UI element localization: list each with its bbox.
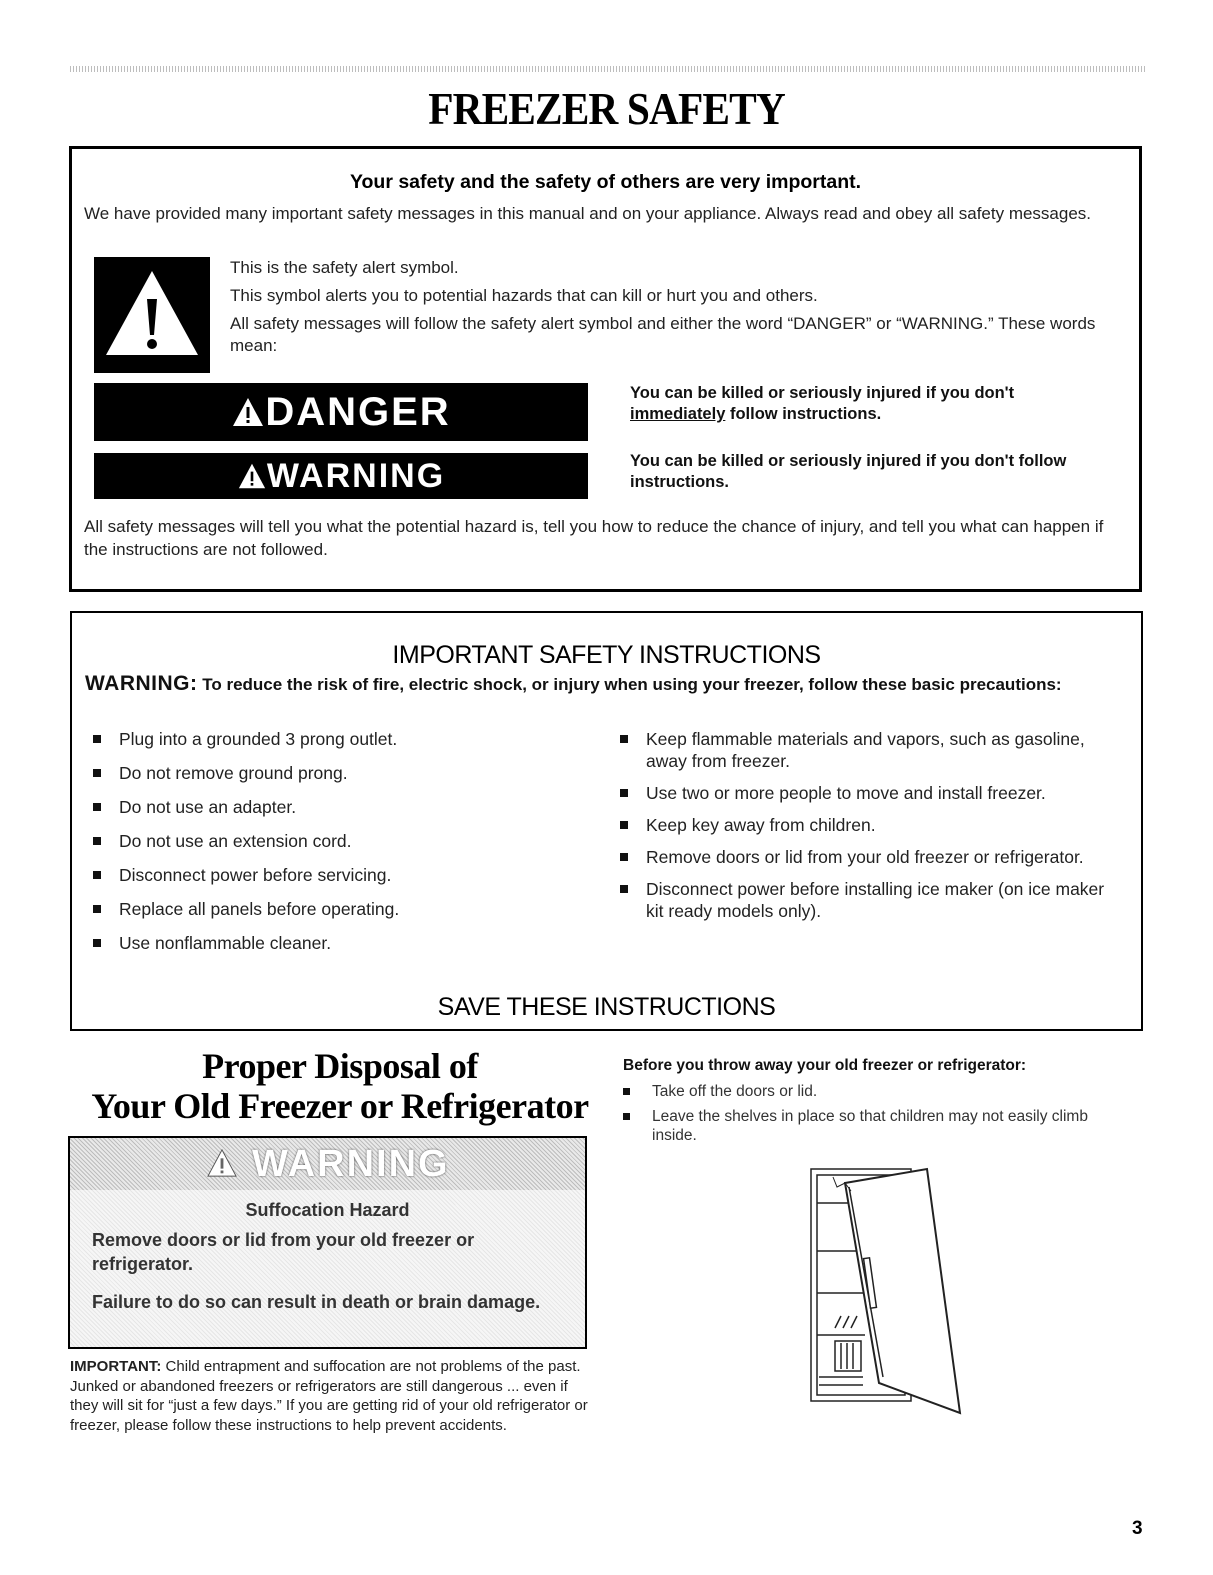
bullet-icon <box>623 1088 630 1095</box>
danger-label: DANGER <box>265 389 451 434</box>
page-title: FREEZER SAFETY <box>428 83 785 134</box>
alert-symbol-explanation <box>230 257 1110 363</box>
freezer-open-door-illustration <box>805 1163 965 1418</box>
list-item: Take off the doors or lid. <box>623 1082 1123 1101</box>
list-item: Plug into a grounded 3 prong outlet. <box>90 728 570 750</box>
precautions-left-list <box>90 728 570 966</box>
safety-heading: Your safety and the safety of others are very important. <box>349 171 862 193</box>
bullet-icon <box>93 803 101 811</box>
list-item: Use two or more people to move and install freezer. <box>617 782 1117 804</box>
bullet-icon <box>620 735 628 743</box>
important-instructions-box <box>70 611 1143 1031</box>
list-item: Use nonflammable cleaner. <box>90 932 570 954</box>
bullet-icon <box>623 1113 630 1120</box>
warning-label: WARNING <box>266 456 446 495</box>
important-paragraph: IMPORTANT: Child entrapment and suffocation are not problems of the past. Junked or abandoned freezers or refrigerators are still dangerous ... even if they will sit for “just a few days.” If you are getting rid of your old refrigerator or freezer, please follow these instructions to help prevent accidents. <box>70 1358 588 1434</box>
save-instructions-heading: SAVE THESE INSTRUCTIONS <box>437 993 776 1021</box>
list-item: Replace all panels before operating. <box>90 898 570 920</box>
list-item: Remove doors or lid from your old freezer or refrigerator. <box>617 846 1117 868</box>
bullet-icon <box>93 735 101 743</box>
alert-line: This symbol alerts you to potential hazards that can kill or hurt you and others. <box>230 286 818 305</box>
suffocation-warning-bar <box>70 1138 585 1190</box>
disposal-steps-list <box>623 1082 1123 1151</box>
bullet-icon <box>93 769 101 777</box>
list-item: Disconnect power before servicing. <box>90 864 570 886</box>
safety-notice-box <box>69 146 1142 592</box>
hazard-instruction: Remove doors or lid from your old freezer or refrigerator. <box>92 1230 475 1274</box>
suffocation-warning-label: WARNING <box>251 1142 450 1185</box>
important-label: IMPORTANT: <box>70 1358 162 1375</box>
warning-word: WARNING: <box>85 672 198 695</box>
bullet-icon <box>93 905 101 913</box>
list-item: Disconnect power before installing ice maker (on ice maker kit ready models only). <box>617 878 1117 922</box>
bullet-icon <box>620 789 628 797</box>
hazard-title: Suffocation Hazard <box>245 1200 410 1220</box>
bullet-icon <box>93 939 101 947</box>
warning-alert-icon <box>205 1148 239 1178</box>
alert-line: This is the safety alert symbol. <box>230 258 459 277</box>
danger-meaning: You can be killed or seriously injured if you don't immediately follow instructions. <box>630 384 1015 423</box>
immediately-emphasis: immediately <box>630 405 726 423</box>
safety-alert-symbol-icon <box>94 257 210 373</box>
list-item: Do not use an adapter. <box>90 796 570 818</box>
warning-alert-icon <box>237 462 267 490</box>
suffocation-warning-box <box>68 1136 587 1349</box>
instructions-warning: WARNING: To reduce the risk of fire, electric shock, or injury when using your freezer, follow these basic precautions: <box>85 672 1062 695</box>
top-rule <box>70 66 1146 72</box>
safety-footer: All safety messages will tell you what the potential hazard is, tell you how to reduce the chance of injury, and tell you what can happen if the instructions are not followed. <box>84 517 1104 559</box>
warning-meaning: You can be killed or seriously injured if you don't follow instructions. <box>630 452 1067 491</box>
list-item: Do not use an extension cord. <box>90 830 570 852</box>
instructions-heading: IMPORTANT SAFETY INSTRUCTIONS <box>392 641 821 669</box>
bullet-icon <box>620 885 628 893</box>
alert-line: All safety messages will follow the safety alert symbol and either the word “DANGER” or “WARNING.” These words mean: <box>230 314 1096 355</box>
warning-signal-bar <box>94 453 588 499</box>
bullet-icon <box>93 871 101 879</box>
list-item: Do not remove ground prong. <box>90 762 570 784</box>
list-item: Leave the shelves in place so that children may not easily climb inside. <box>623 1107 1123 1145</box>
bullet-icon <box>620 821 628 829</box>
bullet-icon <box>620 853 628 861</box>
precautions-right-list <box>617 728 1117 932</box>
list-item: Keep key away from children. <box>617 814 1117 836</box>
disposal-title: Proper Disposal of Your Old Freezer or Refrigerator <box>91 1046 589 1126</box>
before-disposal-heading: Before you throw away your old freezer or refrigerator: <box>623 1057 1027 1074</box>
list-item: Keep flammable materials and vapors, such as gasoline, away from freezer. <box>617 728 1117 772</box>
hazard-consequence: Failure to do so can result in death or brain damage. <box>92 1292 541 1312</box>
page-number: 3 <box>1132 1518 1143 1539</box>
safety-intro: We have provided many important safety messages in this manual and on your appliance. Always read and obey all safety messages. <box>84 204 1092 223</box>
danger-signal-bar <box>94 383 588 441</box>
bullet-icon <box>93 837 101 845</box>
danger-alert-icon <box>231 396 265 428</box>
